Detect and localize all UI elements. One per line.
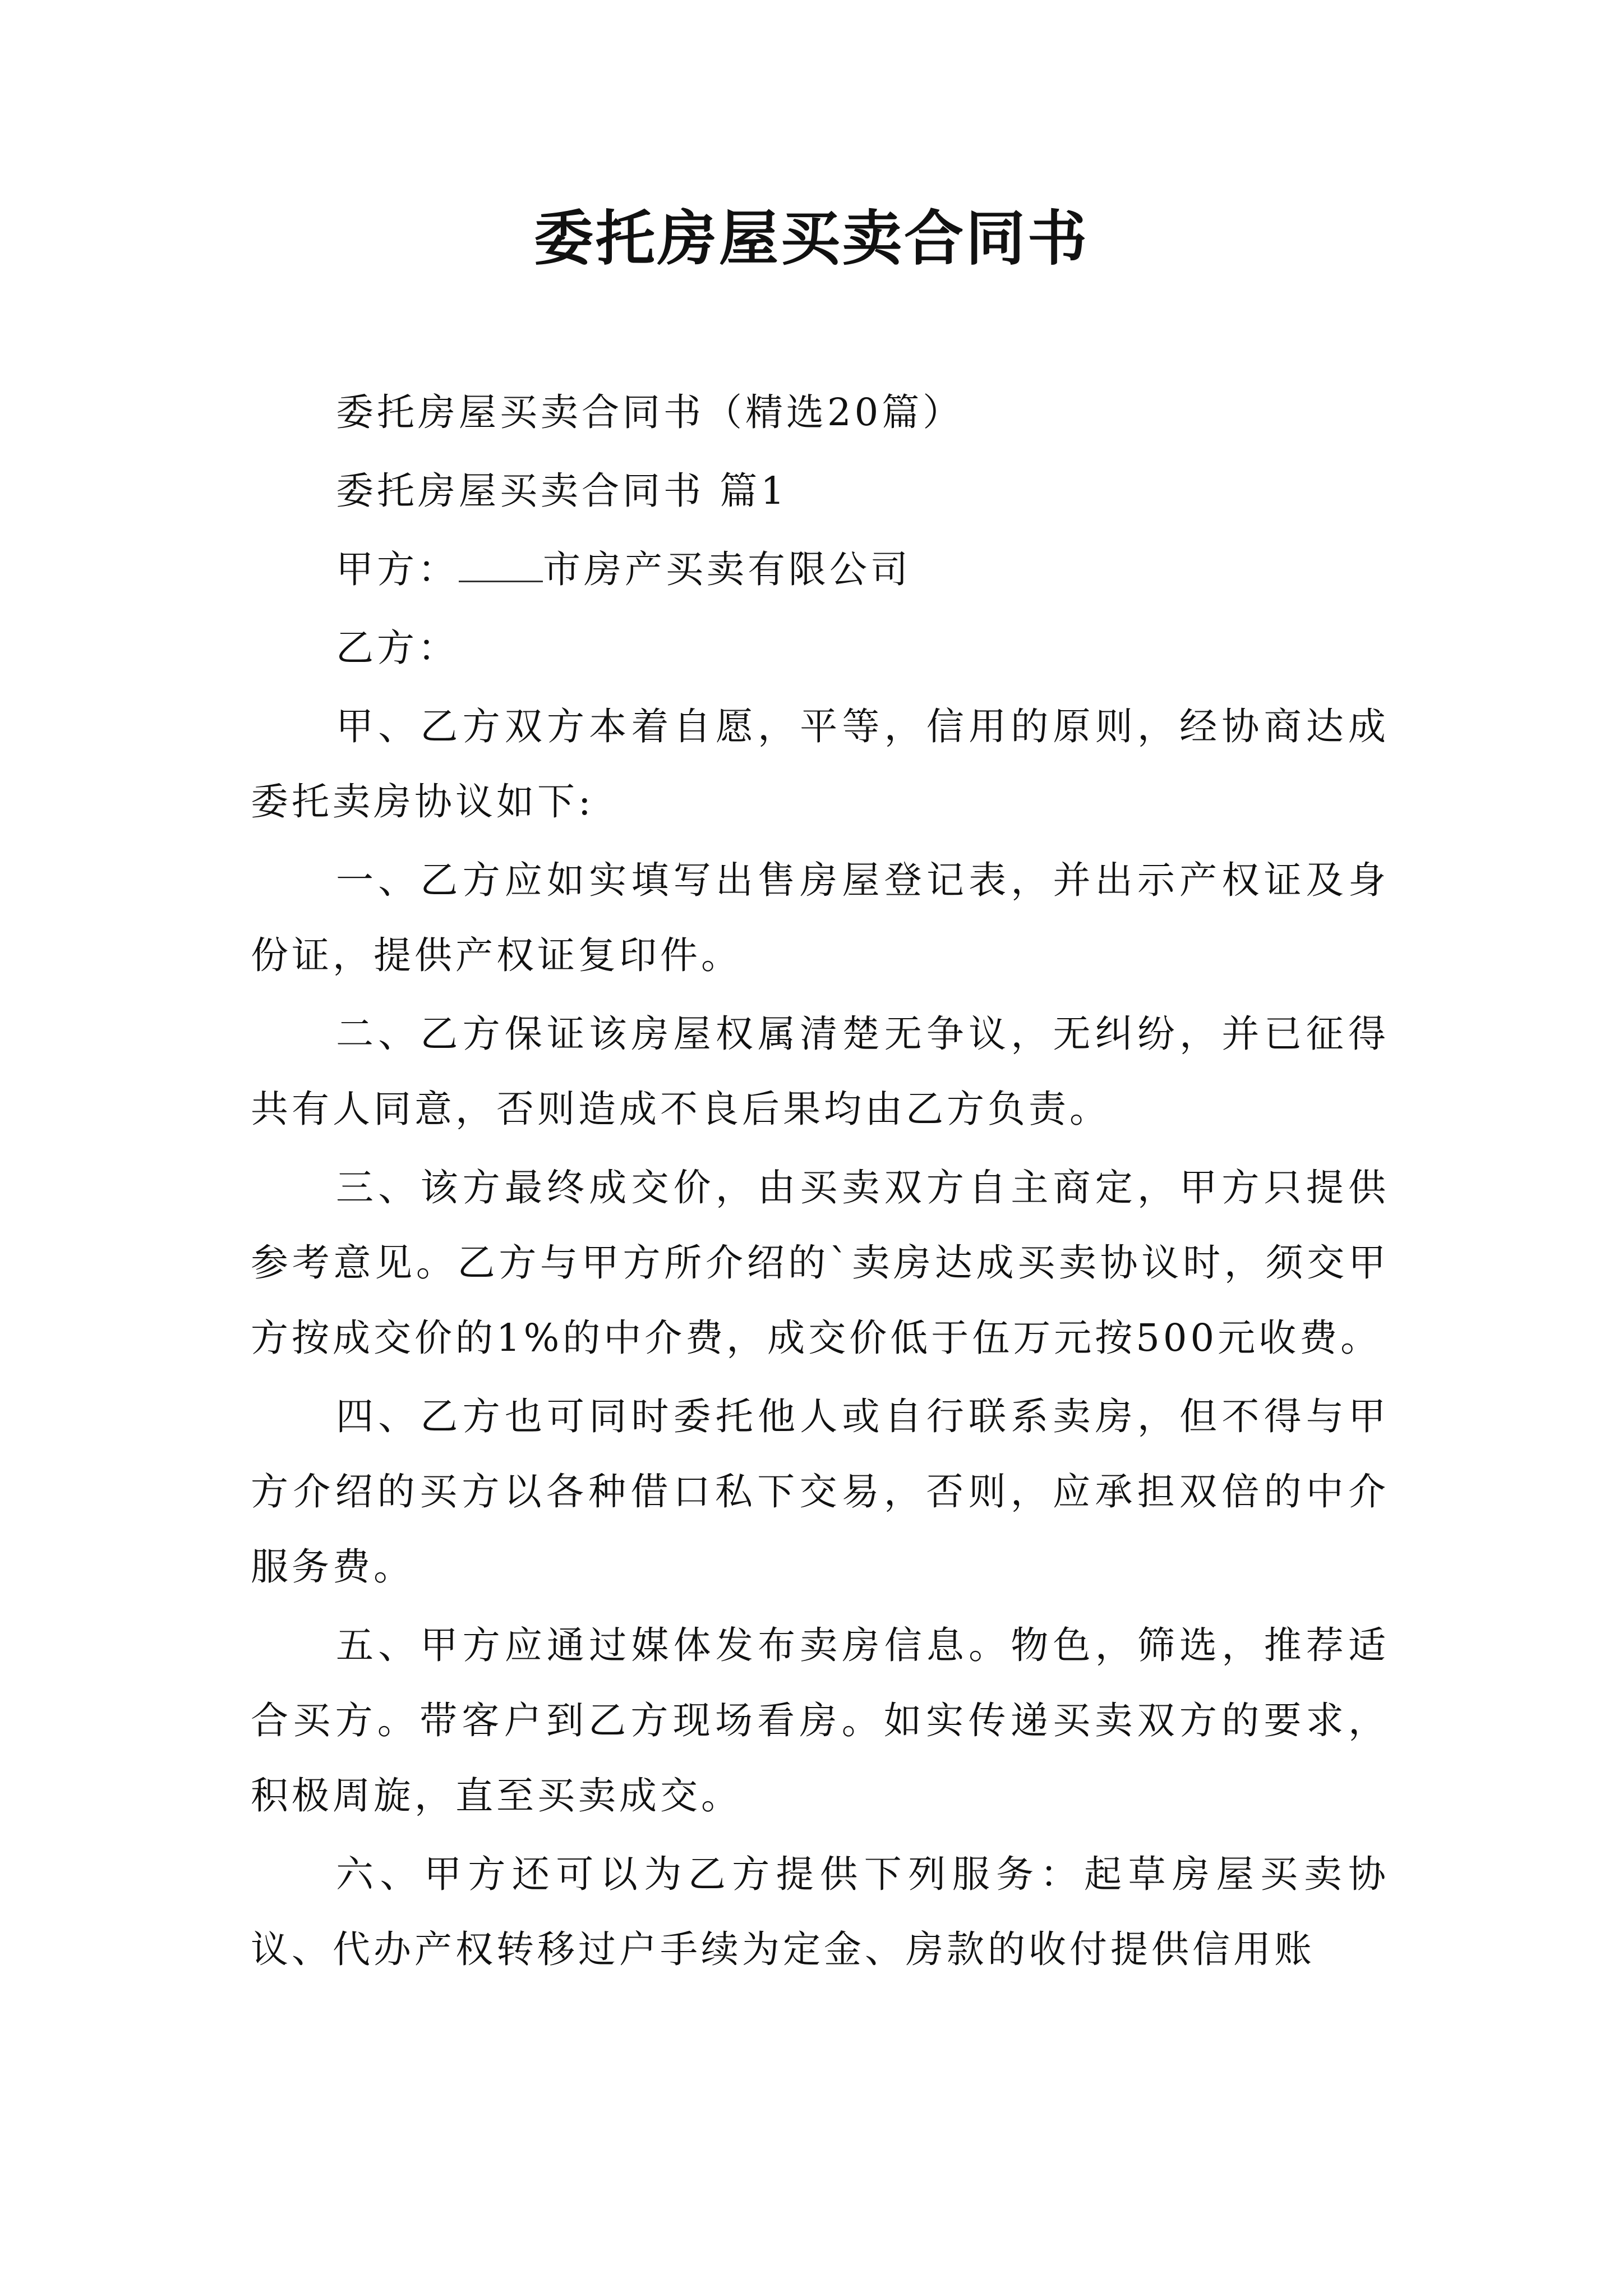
party-a-label: 甲方： bbox=[336, 547, 459, 591]
party-b-label: 乙方： bbox=[336, 626, 459, 670]
party-a-name: 市房产买卖有限公司 bbox=[543, 547, 911, 591]
paragraph-clause-5: 五、甲方应通过媒体发布卖房信息。物色，筛选，推荐适合买方。带客户到乙方现场看房。如实传递买卖双方的要求，积极周旋，直至买卖成交。 bbox=[251, 1623, 1389, 1818]
party-a-blank bbox=[459, 547, 543, 582]
document-subtitle: 委托房屋买卖合同书（精选20篇） bbox=[336, 390, 964, 434]
paragraph-clause-1: 一、乙方应如实填写出售房屋登记表，并出示产权证及身份证，提供产权证复印件。 bbox=[251, 858, 1389, 977]
paragraph-clause-6: 六、甲方还可以为乙方提供下列服务：起草房屋买卖协议、代办产权转移过户手续为定金、房款的收付提供信用账 bbox=[251, 1852, 1389, 1971]
paragraph-intro: 甲、乙方双方本着自愿，平等，信用的原则，经协商达成委托卖房协议如下: bbox=[251, 705, 1389, 823]
document-title: 委托房屋买卖合同书 bbox=[534, 203, 1089, 273]
document-body bbox=[251, 375, 1389, 1990]
party-a-line bbox=[251, 532, 1389, 607]
paragraph-clause-2: 二、乙方保证该房屋权属清楚无争议，无纠纷，并已征得共有人同意，否则造成不良后果均由乙方负责。 bbox=[251, 1012, 1389, 1131]
party-b-line bbox=[251, 610, 1389, 685]
paragraph-clause-3: 三、该方最终成交价，由买卖双方自主商定，甲方只提供参考意见。乙方与甲方所介绍的`卖房达成买卖协议时，须交甲方按成交价的1%的中介费，成交价低于伍万元按500元收费。 bbox=[251, 1166, 1389, 1360]
section-heading: 委托房屋买卖合同书 篇1 bbox=[336, 469, 788, 513]
paragraph-clause-4: 四、乙方也可同时委托他人或自行联系卖房，但不得与甲方介绍的买方以各种借口私下交易，否则，应承担双倍的中介服务费。 bbox=[251, 1395, 1389, 1589]
